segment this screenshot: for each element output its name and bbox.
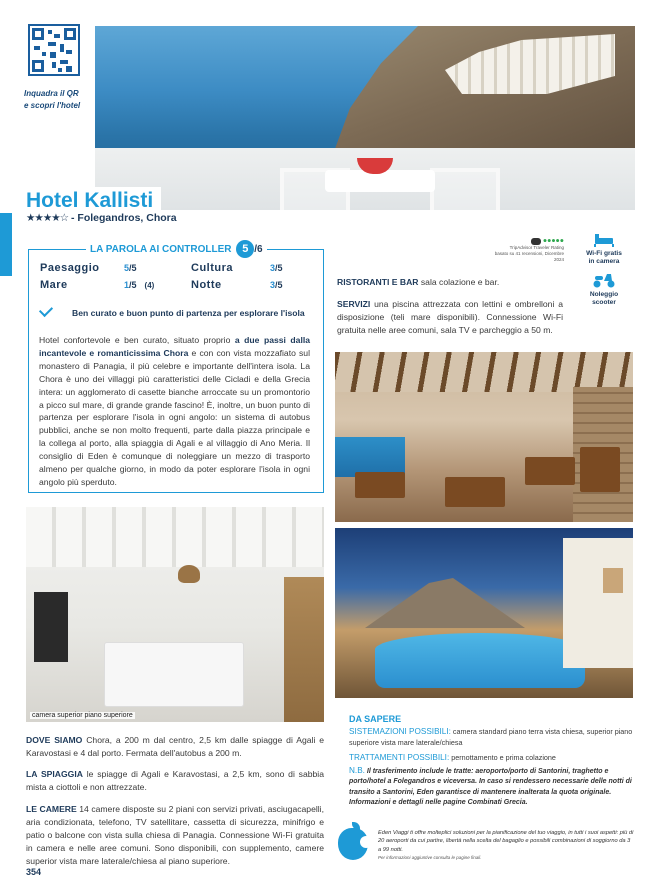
trattamenti-text: TRATTAMENTI POSSIBILI: pernottamento e prima colazione: [349, 753, 556, 762]
qr-code[interactable]: [28, 24, 80, 76]
star-rating: ★★★★☆: [26, 212, 69, 224]
hero-photo: [95, 26, 635, 210]
tripadvisor-line1: TripAdvisor Traveler Rating: [509, 245, 564, 250]
qr-caption-line2: e scopri l'hotel: [24, 101, 81, 110]
service-label-wifi: Wi-Fi gratis in camera: [586, 250, 622, 265]
hotel-location: - Folegandros, Chora: [71, 212, 177, 224]
rating-label: Paesaggio: [40, 262, 100, 274]
tripadvisor-line2: basato su 41 recensioni, Dicembre 2024: [494, 251, 564, 262]
eden-info: [378, 829, 634, 862]
room-photo-caption: camera superior piano superiore: [32, 712, 133, 719]
hotel-rating-location: [26, 212, 177, 224]
qr-caption-line1: Inquadra il QR: [24, 89, 79, 98]
nb-text: N.B. Il trasferimento include le tratte: aeroporto/porto di Santorini, traghetto e porto/hotel a Folegandros e viceversa. In caso si rendessero necessarie delle notti di transito a Santorini, Eden garantisce di mantenere inalterata la quota originale. Informazioni e dettagli nelle pagine Combinati Grecia.: [349, 766, 632, 807]
eden-info-text: Eden Viaggi ti offre molteplici soluzioni per la pianificazione del tuo viaggio, in tutti i suoi aspetti: più di 20 aeroporti da cui partire, libertà nella scelta del bagaglio e possibili combinazioni di soggiorno da 3 a 99 notti.: [378, 830, 634, 853]
services-text: SERVIZI una piscina attrezzata con lettini e ombrelloni a disposizione (teli mare disponibili). Connessione Wi-Fi gratuita nelle aree comuni, sala TV e parcheggio a 50 m.: [337, 299, 563, 335]
controller-highlight: Ben curato e buon punto di partenza per esplorare l'isola: [72, 308, 305, 318]
tripadvisor-dots: ●●●●●: [542, 237, 564, 245]
service-label-scooter: Noleggio scooter: [589, 291, 619, 306]
room-photo: [26, 507, 324, 722]
eden-apple-bite: [360, 836, 372, 848]
dove-siamo-text: DOVE SIAMO Chora, a 200 m dal centro, 2,5 km dalle spiagge di Agali e Karavostasi e 4 dal porto. Fermata dell'autobus a 200 m.: [26, 735, 324, 758]
spiaggia-text: LA SPIAGGIA le spiagge di Agali e Karavostasi, a 2,5 km, sono di sabbia mista a ciottoli e non attrezzate.: [26, 769, 324, 792]
qr-caption: [24, 88, 94, 112]
rating-label: Notte: [191, 279, 222, 291]
controller-heading: [86, 240, 267, 258]
controller-description: Hotel confortevole e ben curato, situato proprio a due passi dalla incantevole e romanticissima Chora e con con vista mozzafiato sul monastero di Panagia, il più celebre e importante dell'intera isola. La Chora è uno dei villaggi più caratteristici delle Cicladi e della Grecia intera: un agglomerato di casette bianche arroccate su un promontorio a picco sul mare, di grande grande fascino! È, inoltre, un buon punto di partenza per esplorare l'isola in ogni angolo: un sistema di autobus pubblici, anche se non molto frequenti, parte dalla piazza principale e la collega al porto, alla spiaggia di Agali e al villaggio di Ano Meria. Il consiglio di Eden è comunque di noleggiare un mezzo di trasporto almeno per qualche giorno, in modo da poter esplorare l'isola in ogni angolo più sperduto.: [39, 335, 311, 487]
controller-score-of: /6: [254, 244, 263, 255]
rating-value: 3/5: [270, 263, 283, 273]
page-number: 354: [26, 867, 42, 877]
restaurants-text: RISTORANTI E BAR sala colazione e bar.: [337, 277, 500, 287]
hotel-name: Hotel Kallisti: [26, 187, 161, 213]
tripadvisor-badge: [484, 238, 564, 263]
eden-info-note: Per informazioni aggiuntive consulta le pagine finali.: [378, 854, 482, 860]
accent-bar: [0, 213, 12, 276]
da-sapere-title: DA SAPERE: [349, 714, 402, 724]
rating-label: Mare: [40, 279, 68, 291]
camere-text: LE CAMERE 14 camere disposte su 2 piani con servizi privati, asciugacapelli, aria condizionata, telefono, TV satellitare, cassetta di sicurezza, minifrigo e patio o balcone con vista sulla chiesa di Panagia. Connessione Wi-Fi gratuita in camera e nelle aree comuni. Sono disponibili, con supplemento, camere superior vista mare laterale/chiesa al piano superiore.: [26, 804, 324, 866]
pool-photo: [335, 528, 633, 698]
rating-value: 5/5: [124, 263, 137, 273]
courtyard-photo: [335, 352, 633, 522]
sistemazioni-text: SISTEMAZIONI POSSIBILI: camera standard piano terra vista chiesa, superior piano superiore vista mare laterale/chiesa: [349, 727, 633, 747]
rating-value: 1/5 (4): [124, 280, 155, 290]
controller-score: 5: [236, 240, 254, 258]
rating-label: Cultura: [191, 262, 233, 274]
tripadvisor-logo-icon: [531, 238, 541, 245]
controller-heading-text: LA PAROLA AI CONTROLLER: [90, 244, 232, 255]
rating-value: 3/5: [270, 280, 283, 290]
